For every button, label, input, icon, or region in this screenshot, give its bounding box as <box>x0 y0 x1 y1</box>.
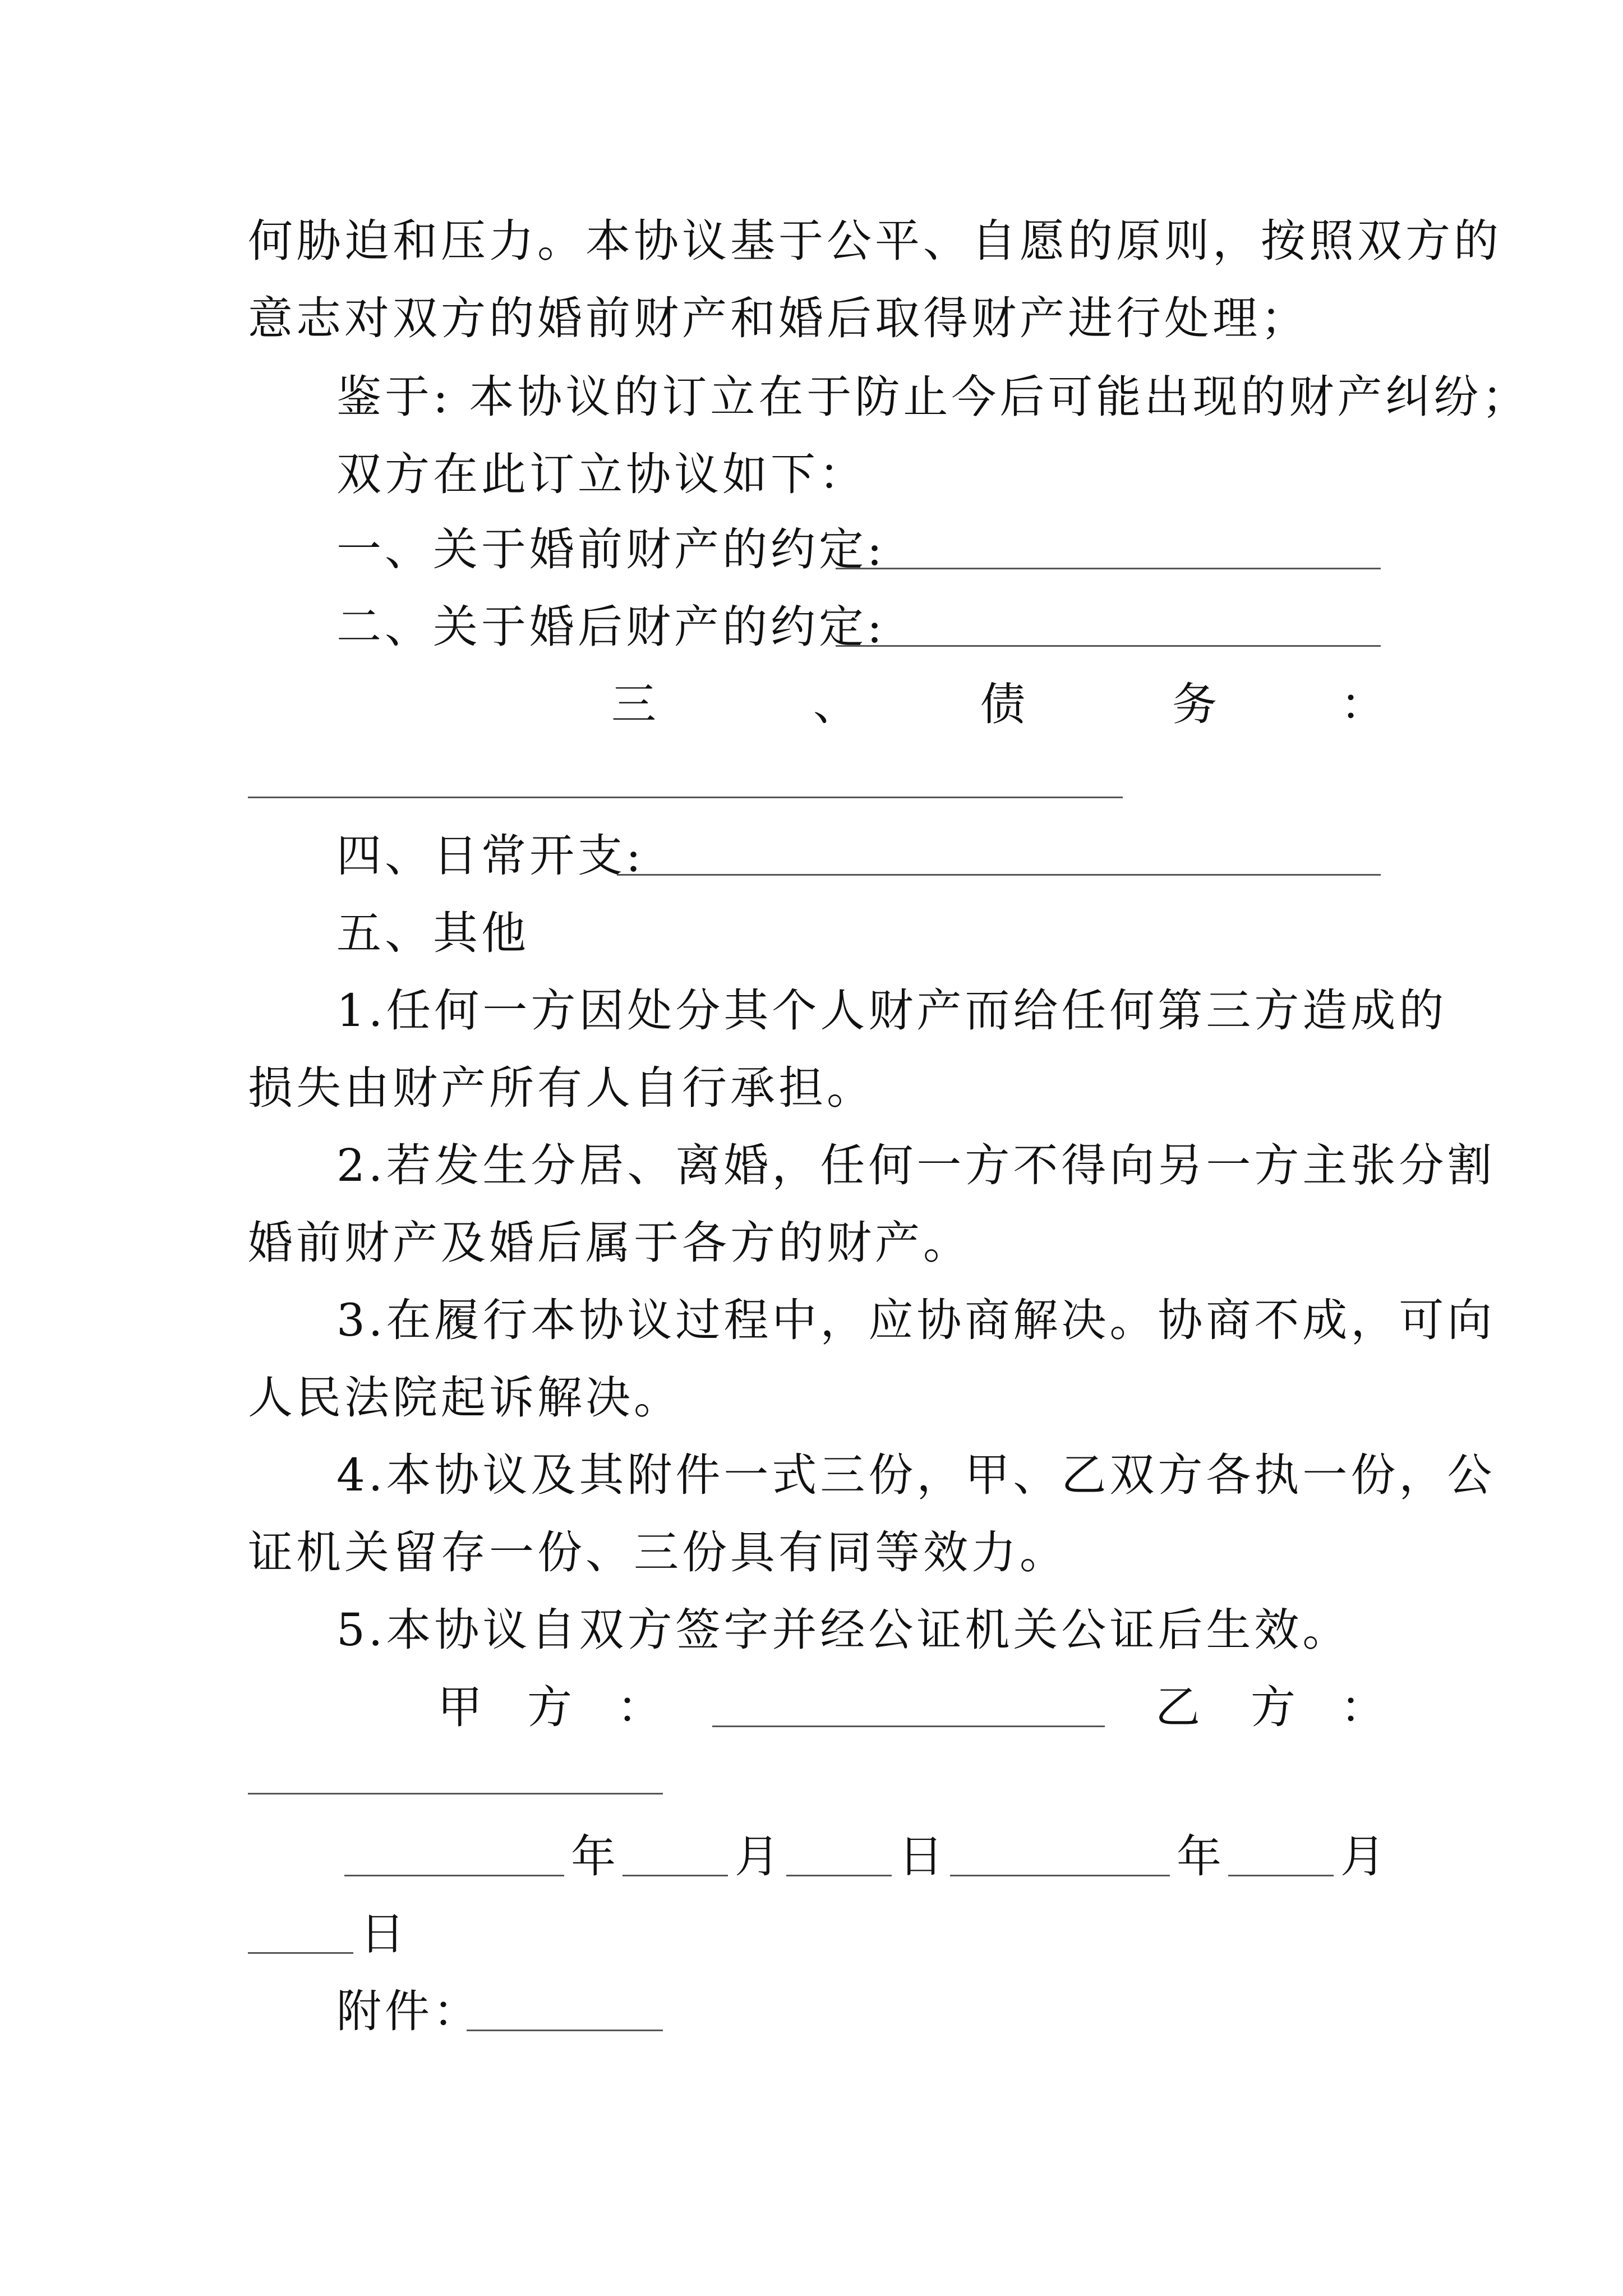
party-b-char-1: 乙 <box>1155 1681 1200 1733</box>
clause-5-item-3-line-2: 人民法院起诉解决。 <box>248 1372 682 1424</box>
clause-3-blank <box>248 797 1123 798</box>
clause-5-item-3-line-1: 3.在履行本协议过程中，应协商解决。协商不成，可向 <box>336 1294 1496 1346</box>
attachment-blank <box>467 2030 663 2031</box>
paragraph-line-2: 意志对双方的婚前财产和婚后取得财产进行处理； <box>248 292 1309 344</box>
party-b-char-2: 方 <box>1251 1681 1295 1733</box>
clause-5-item-4-line-1: 4.本协议及其附件一式三份，甲、乙双方各执一份，公 <box>336 1449 1496 1501</box>
clause-1-label: 一、关于婚前财产的约定: <box>336 523 886 576</box>
date-b-month-blank <box>1228 1875 1334 1876</box>
clause-1-blank <box>836 568 1381 569</box>
date-a-day-blank <box>786 1875 892 1876</box>
date-a-year-blank <box>344 1875 564 1876</box>
section3-char-2: 、 <box>813 678 858 730</box>
attachment-label: 附件： <box>336 1985 481 2037</box>
date-b-day-blank <box>248 1952 353 1954</box>
clause-5-item-4-line-2: 证机关留存一份、三份具有同等效力。 <box>248 1526 1068 1579</box>
party-a-char-3: ： <box>617 1681 662 1733</box>
date-b-day-label: 日 <box>360 1908 405 1960</box>
clause-5-item-2-line-2: 婚前财产及婚后属于各方的财产。 <box>248 1217 971 1269</box>
section3-char-1: 三 <box>611 678 656 730</box>
section3-char-3: 债 <box>980 678 1025 730</box>
clause-5-item-1-line-2: 损失由财产所有人自行承担。 <box>248 1062 875 1114</box>
clause-2-blank <box>836 645 1381 647</box>
date-b-year-label: 年 <box>1177 1830 1221 1883</box>
date-a-year-label: 年 <box>571 1830 616 1883</box>
party-a-char-2: 方 <box>527 1681 572 1733</box>
party-a-signature-blank <box>712 1726 1105 1727</box>
clause-5-item-5: 5.本协议自双方签字并经公证机关公证后生效。 <box>336 1604 1351 1656</box>
date-a-month-label: 月 <box>735 1830 780 1883</box>
clause-4-label: 四、日常开支: <box>336 830 644 882</box>
date-b-month-label: 月 <box>1340 1830 1385 1883</box>
paragraph-agreement-intro: 双方在此订立协议如下： <box>336 448 867 500</box>
clause-5-item-2-line-1: 2.若发生分居、离婚，任何一方不得向另一方主张分割 <box>336 1139 1496 1191</box>
section3-char-4: 务 <box>1172 678 1217 730</box>
section3-char-5: ： <box>1340 678 1385 730</box>
party-b-char-3: ： <box>1340 1681 1385 1733</box>
party-a-char-1: 甲 <box>437 1681 482 1733</box>
clause-5-heading: 五、其他 <box>336 907 529 959</box>
date-a-month-blank <box>623 1875 728 1876</box>
clause-4-blank <box>617 874 1381 876</box>
date-b-year-blank <box>950 1875 1170 1876</box>
clause-5-item-1-line-1: 1.任何一方因处分其个人财产而给任何第三方造成的 <box>336 984 1447 1037</box>
paragraph-whereas: 鉴于: 本协议的订立在于防止今后可能出现的财产纠纷； <box>336 371 1530 423</box>
party-b-signature-blank <box>248 1793 663 1795</box>
clause-2-label: 二、关于婚后财产的约定: <box>336 601 886 653</box>
paragraph-line-1: 何胁迫和压力。本协议基于公平、自愿的原则，按照双方的 <box>248 215 1502 267</box>
date-a-day-label: 日 <box>898 1830 943 1883</box>
